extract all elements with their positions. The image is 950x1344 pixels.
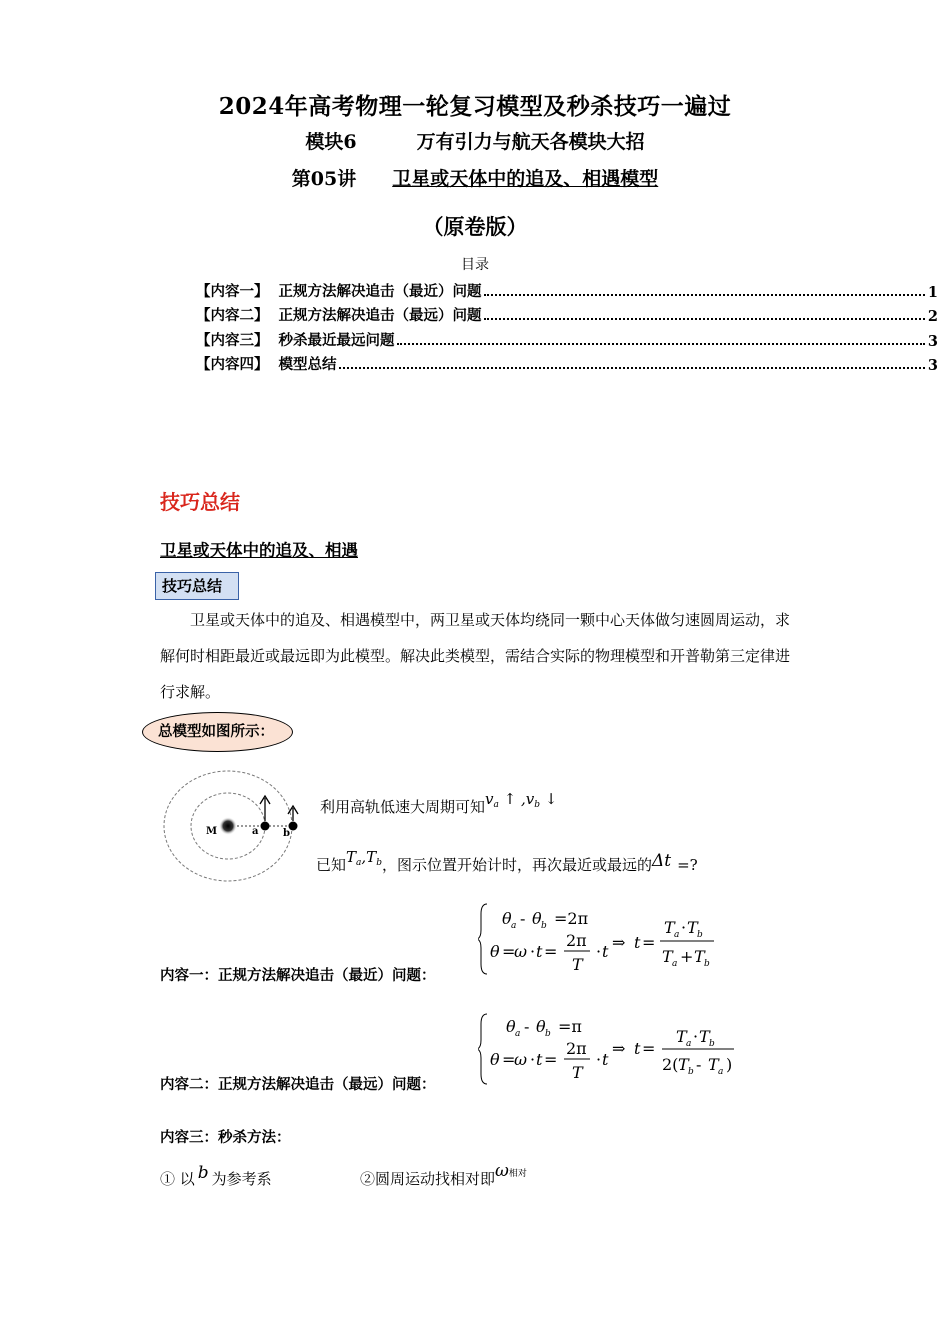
toc-item[interactable]	[196, 301, 938, 326]
svg-text:a: a	[674, 930, 680, 940]
toc-heading: 目录	[461, 257, 489, 273]
svg-text:·: ·	[596, 1050, 602, 1069]
toc-item-label: 【内容三】	[196, 331, 269, 349]
svg-text:ω: ω	[514, 1050, 528, 1069]
svg-text:⇒: ⇒	[612, 933, 626, 952]
svg-text:+: +	[680, 947, 694, 966]
module-heading	[0, 127, 950, 154]
svg-text:b: b	[709, 1039, 715, 1049]
toc-leader	[339, 367, 925, 369]
svg-text:·: ·	[693, 1027, 699, 1046]
document-title: 2024年高考物理一轮复习模型及秒杀技巧一遍过	[218, 93, 732, 120]
section-subtitle: 卫星或天体中的追及、相遇	[160, 541, 358, 560]
svg-text:T: T	[676, 1027, 687, 1046]
svg-text:a: a	[515, 1029, 521, 1039]
svg-text:t: t	[536, 1050, 543, 1069]
svg-text:T: T	[687, 918, 698, 937]
content-three-label: 内容三：秒杀方法：	[160, 1130, 291, 1146]
svg-text:-: -	[524, 1017, 530, 1036]
svg-text:b: b	[697, 930, 703, 940]
svg-text:t: t	[634, 933, 641, 952]
svg-text:T: T	[664, 918, 675, 937]
svg-text:=2π: =2π	[554, 909, 589, 928]
svg-text:=: =	[544, 1050, 558, 1069]
toc-item-page: 3	[927, 332, 938, 350]
velocity-arrow-a	[260, 796, 270, 821]
svg-text:·: ·	[596, 942, 602, 961]
omega-subscript: 相对	[508, 1169, 527, 1179]
method-item-text: 为参考系	[211, 1170, 272, 1188]
svg-text:T: T	[699, 1027, 710, 1046]
toc-item-label: 【内容一】	[196, 282, 269, 300]
method-item-1	[160, 1163, 272, 1189]
svg-text:-: -	[696, 1055, 702, 1074]
toc-item[interactable]	[196, 350, 938, 375]
svg-text:-: -	[520, 909, 526, 928]
svg-text:a: a	[511, 921, 517, 931]
svg-text:=: =	[642, 933, 656, 952]
toc-item-text: 正规方法解决追击（最远）问题	[278, 307, 482, 324]
lecture-heading	[0, 164, 950, 191]
svg-text:2(: 2(	[662, 1055, 679, 1074]
omega-relative: ω相对	[495, 1161, 527, 1181]
toc-leader	[484, 294, 925, 296]
svg-text:=: =	[502, 1050, 516, 1069]
content-one-label: 内容一：正规方法解决追击（最近）问题：	[160, 968, 436, 984]
method-item-text: ① 以	[160, 1170, 195, 1188]
periods-given: $T_a,T_b$	[346, 848, 382, 868]
point-b-label: b	[283, 828, 290, 839]
svg-text:T: T	[572, 1063, 583, 1082]
toc-item[interactable]	[196, 276, 938, 301]
diagram-text: ，图示位置开始计时，再次最近或最远的	[381, 856, 652, 874]
toc-item-page: 2	[927, 308, 938, 325]
toc-item-page: 3	[927, 357, 938, 374]
svg-text:T: T	[572, 955, 583, 974]
velocity-relation: $v_a$ ↑ $,v_b$ ↓	[485, 790, 558, 810]
svg-text:): )	[726, 1055, 733, 1074]
svg-text:θ: θ	[506, 1017, 516, 1036]
summary-box-label: 技巧总结	[155, 572, 239, 600]
toc-item-text: 正规方法解决追击（最近）问题	[278, 282, 482, 300]
svg-text:·: ·	[681, 918, 687, 937]
svg-text:b: b	[541, 921, 547, 931]
point-a-label: a	[252, 826, 259, 837]
svg-text:=: =	[544, 942, 558, 961]
lecture-title: 卫星或天体中的追及、相遇模型	[392, 168, 659, 190]
svg-text:ω: ω	[514, 942, 528, 961]
table-of-contents	[196, 276, 938, 374]
toc-item-text: 秒杀最近最远问题	[278, 331, 395, 349]
svg-text:θ: θ	[536, 1017, 546, 1036]
diagram-text: =?	[677, 856, 698, 874]
toc-item[interactable]	[196, 325, 938, 350]
toc-item-text: 模型总结	[278, 356, 337, 373]
svg-text:a: a	[718, 1067, 724, 1077]
svg-text:θ: θ	[502, 909, 512, 928]
svg-text:·: ·	[530, 942, 536, 961]
delta-t: Δt	[651, 851, 672, 871]
svg-text:θ: θ	[532, 909, 542, 928]
svg-text:=π: =π	[558, 1017, 582, 1036]
central-body	[219, 817, 237, 835]
svg-text:T: T	[694, 947, 705, 966]
center-label: M	[206, 826, 218, 837]
section-title: 技巧总结	[160, 490, 240, 514]
svg-text:t: t	[536, 942, 543, 961]
svg-text:=: =	[502, 942, 516, 961]
module-title: 万有引力与航天各模块大招	[416, 131, 645, 153]
svg-text:t: t	[602, 942, 609, 961]
svg-text:T: T	[678, 1055, 689, 1074]
formula-farthest	[478, 1010, 758, 1088]
svg-text:a: a	[686, 1039, 692, 1049]
method-item-2	[360, 1161, 527, 1189]
satellite-a	[261, 822, 270, 831]
formula-closest	[478, 900, 738, 978]
svg-text:T: T	[662, 947, 673, 966]
lecture-label: 第05讲	[291, 168, 357, 190]
svg-text:θ: θ	[490, 1050, 500, 1069]
method-item-text: ②圆周运动找相对即	[360, 1170, 496, 1188]
toc-leader	[397, 343, 925, 345]
model-oval-label: 总模型如图所示：	[142, 712, 293, 752]
orbit-diagram	[160, 766, 310, 890]
svg-text:2π: 2π	[566, 1039, 587, 1058]
edition-label: （原卷版）	[422, 214, 528, 239]
svg-text:b: b	[704, 959, 710, 969]
svg-text:⇒: ⇒	[612, 1039, 626, 1058]
content-two-label: 内容二：正规方法解决追击（最远）问题：	[160, 1077, 436, 1093]
svg-text:·: ·	[530, 1050, 536, 1069]
svg-text:2π: 2π	[566, 931, 587, 950]
svg-text:T: T	[708, 1055, 719, 1074]
toc-item-page: 1	[927, 283, 938, 301]
svg-text:a: a	[672, 959, 678, 969]
diagram-text: 已知	[316, 856, 347, 874]
diagram-text: 利用高轨低速大周期可知	[320, 798, 486, 816]
toc-leader	[484, 318, 925, 320]
svg-text:θ: θ	[490, 942, 500, 961]
diagram-text-line2	[316, 848, 698, 876]
toc-item-label: 【内容四】	[196, 356, 269, 373]
reference-frame-var: b	[197, 1163, 209, 1183]
svg-text:t: t	[602, 1050, 609, 1069]
svg-text:b: b	[545, 1029, 551, 1039]
velocity-arrow-b	[288, 806, 298, 821]
svg-text:b: b	[688, 1067, 694, 1077]
diagram-text-line1	[320, 790, 558, 818]
module-label: 模块6	[305, 131, 357, 153]
svg-text:=: =	[642, 1039, 656, 1058]
svg-text:t: t	[634, 1039, 641, 1058]
toc-item-label: 【内容二】	[196, 307, 269, 324]
summary-paragraph: 卫星或天体中的追及、相遇模型中，两卫星或天体均绕同一颗中心天体做匀速圆周运动，求解何时相距最近或最远即为此模型。解决此类模型，需结合实际的物理模型和开普勒第三定律进行求解。	[160, 611, 791, 701]
